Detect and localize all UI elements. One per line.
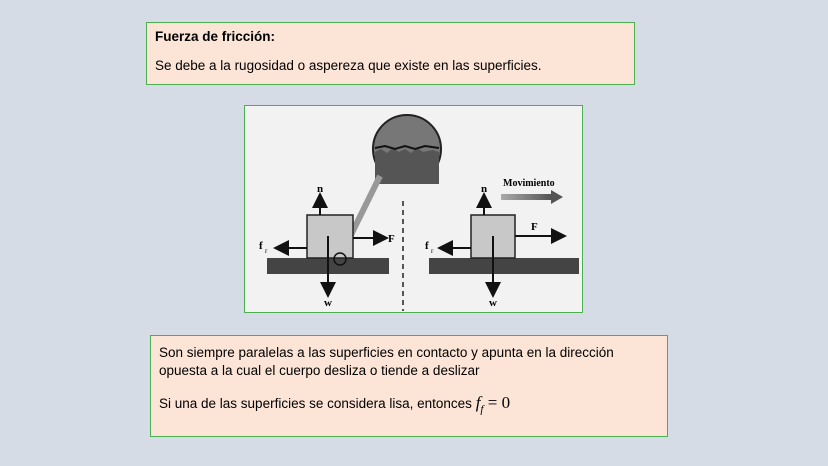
smooth-surface-prefix: Si una de las superficies se considera lisa, entonces	[159, 396, 476, 411]
movement-label: Movimiento	[503, 178, 555, 189]
definition-box	[146, 22, 635, 85]
left-f-label: f	[259, 240, 263, 252]
right-f-sub: r	[431, 247, 434, 255]
right-f-label: f	[425, 240, 429, 252]
left-f-sub: r	[265, 247, 268, 255]
formula-sub: f	[480, 403, 484, 416]
smooth-surface-text	[159, 394, 659, 418]
left-w-label: w	[324, 297, 332, 309]
right-n-label: n	[481, 183, 488, 195]
friction-diagram	[244, 105, 583, 313]
right-ground	[429, 258, 579, 274]
formula-rest: = 0	[483, 393, 511, 412]
right-w-label: w	[489, 297, 497, 309]
definition-title: Fuerza de fricción:	[155, 29, 276, 44]
formula	[475, 393, 511, 416]
left-F-label: F	[388, 233, 395, 245]
right-F-label: F	[531, 221, 538, 233]
definition-text: Se debe a la rugosidad o aspereza que existe en las superficies.	[155, 58, 542, 73]
left-block	[307, 215, 353, 258]
properties-text: Son siempre paralelas a las superficies en contacto y apunta en la dirección opuesta a la cual el cuerpo desliza o tiende a deslizar	[159, 345, 614, 378]
formula-var: f	[475, 393, 481, 412]
left-n-label: n	[317, 183, 324, 195]
properties-box	[150, 335, 668, 437]
